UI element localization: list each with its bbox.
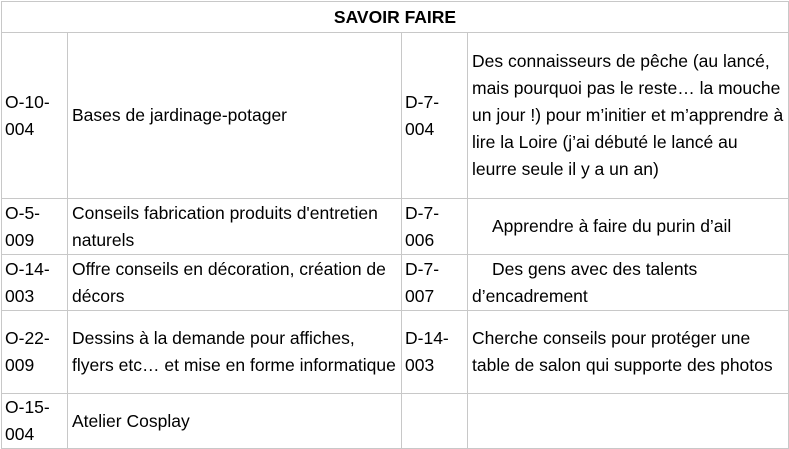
offer-code: O-22-009 — [2, 311, 68, 394]
table-row — [2, 311, 789, 394]
offer-code: O-5-009 — [2, 199, 68, 255]
offer-code: O-14-003 — [2, 255, 68, 311]
savoir-faire-table — [1, 1, 789, 449]
table-row — [2, 255, 789, 311]
demand-description: Cherche conseils pour protéger une table de salon qui supporte des photos — [468, 311, 789, 394]
offer-code: O-10-004 — [2, 33, 68, 199]
offer-description: Offre conseils en décoration, création de décors — [68, 255, 402, 311]
table-row — [2, 199, 789, 255]
offer-description: Dessins à la demande pour affiches, flyers etc… et mise en forme informatique — [68, 311, 402, 394]
demand-code: D-7-006 — [402, 199, 468, 255]
table-title: SAVOIR FAIRE — [2, 2, 789, 33]
demand-code: D-7-004 — [402, 33, 468, 199]
table-row — [2, 33, 789, 199]
title-row — [2, 2, 789, 33]
table-row — [2, 394, 789, 449]
offer-description: Conseils fabrication produits d'entretien naturels — [68, 199, 402, 255]
savoir-faire-sheet — [0, 1, 789, 445]
offer-code: O-15-004 — [2, 394, 68, 449]
demand-description: Apprendre à faire du purin d’ail — [468, 199, 789, 255]
demand-description — [468, 394, 789, 449]
demand-code — [402, 394, 468, 449]
offer-description: Bases de jardinage-potager — [68, 33, 402, 199]
demand-code: D-14-003 — [402, 311, 468, 394]
demand-code: D-7-007 — [402, 255, 468, 311]
offer-description: Atelier Cosplay — [68, 394, 402, 449]
demand-description: Des connaisseurs de pêche (au lancé, mais pourquoi pas le reste… la mouche un jour !) pour m’initier et m’apprendre à lire la Loire (j’ai débuté le lancé au leurre seule il y a un an) — [468, 33, 789, 199]
demand-description — [468, 255, 789, 311]
demand-description-text: Des gens avec des talents d’encadrement — [472, 258, 698, 306]
